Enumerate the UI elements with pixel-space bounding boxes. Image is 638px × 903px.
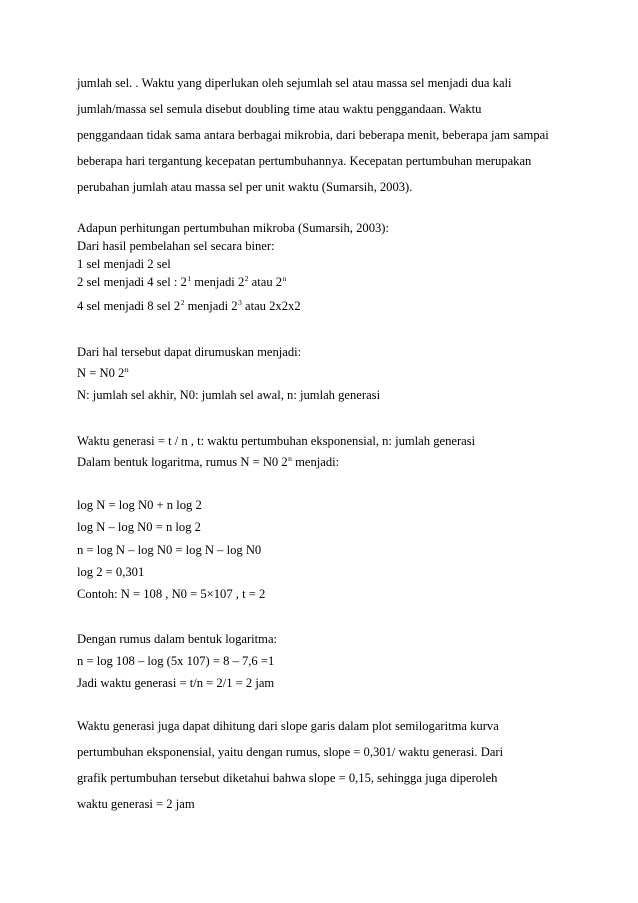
formula-text: atau 2x2x2	[241, 299, 301, 313]
formula-text: atau 2	[248, 275, 283, 289]
equation-line: n = log N – log N0 = log N – log N0	[77, 543, 262, 557]
exponent: 2	[180, 298, 185, 307]
paragraph-line: beberapa hari tergantung kecepatan pertumbuhannya. Kecepatan pertumbuhan merupakan	[77, 154, 532, 168]
equation-line: log N – log N0 = n log 2	[77, 520, 201, 534]
paragraph-line: penggandaan tidak sama antara berbagai mikrobia, dari beberapa menit, beberapa jam sampai	[77, 128, 549, 142]
formula-text: N = N0 2	[77, 366, 125, 380]
equation-line: n = log 108 – log (5x 107) = 8 – 7,6 =1	[77, 654, 275, 668]
paragraph-line: pertumbuhan eksponensial, yaitu dengan rumus, slope = 0,301/ waktu generasi. Dari	[77, 745, 504, 759]
exponent: 3	[238, 298, 242, 307]
formula-line	[77, 455, 339, 471]
formula-text: 2 sel menjadi 4 sel : 2	[77, 275, 187, 289]
paragraph-line: grafik pertumbuhan tersebut diketahui bahwa slope = 0,15, sehingga juga diperoleh	[77, 771, 498, 785]
equation-line: log N = log N0 + n log 2	[77, 498, 202, 512]
exponent: 1	[187, 274, 192, 283]
exponent: n	[124, 365, 129, 374]
text-line: Dengan rumus dalam bentuk logaritma:	[77, 632, 278, 646]
example-line: Contoh: N = 108 , N0 = 5×107 , t = 2	[77, 587, 266, 601]
section-intro: Adapun perhitungan pertumbuhan mikroba (Sumarsih, 2003):	[77, 221, 389, 235]
paragraph-line: waktu generasi = 2 jam	[77, 797, 195, 811]
formula-text: menjadi 2	[184, 299, 238, 313]
exponent: 2	[244, 274, 249, 283]
paragraph-line: Waktu generasi juga dapat dihitung dari slope garis dalam plot semilogaritma kurva	[77, 719, 499, 733]
formula-line	[77, 366, 129, 382]
equation-line: log 2 = 0,301	[77, 565, 145, 579]
exponent: n	[288, 454, 292, 463]
formula-text: 4 sel menjadi 8 sel 2	[77, 299, 181, 313]
formula-text: menjadi:	[291, 455, 340, 469]
text-line: Dari hasil pembelahan sel secara biner:	[77, 239, 275, 253]
formula-line	[77, 299, 301, 315]
paragraph-line: jumlah sel. . Waktu yang diperlukan oleh sejumlah sel atau massa sel menjadi dua kali	[77, 76, 512, 90]
text-line: 1 sel menjadi 2 sel	[77, 257, 171, 271]
paragraph-line: jumlah/massa sel semula disebut doubling time atau waktu penggandaan. Waktu	[77, 102, 482, 116]
paragraph-line: perubahan jumlah atau massa sel per unit waktu (Sumarsih, 2003).	[77, 180, 413, 194]
result-line: Jadi waktu generasi = t/n = 2/1 = 2 jam	[77, 676, 275, 690]
exponent: n	[282, 274, 287, 283]
formula-text: Dalam bentuk logaritma, rumus N = N0 2	[77, 455, 288, 469]
text-line: Waktu generasi = t / n , t: waktu pertumbuhan eksponensial, n: jumlah generasi	[77, 434, 476, 448]
formula-line	[77, 275, 286, 291]
text-line: Dari hal tersebut dapat dirumuskan menjadi:	[77, 345, 302, 359]
formula-legend: N: jumlah sel akhir, N0: jumlah sel awal, n: jumlah generasi	[77, 388, 381, 402]
formula-text: menjadi 2	[191, 275, 245, 289]
